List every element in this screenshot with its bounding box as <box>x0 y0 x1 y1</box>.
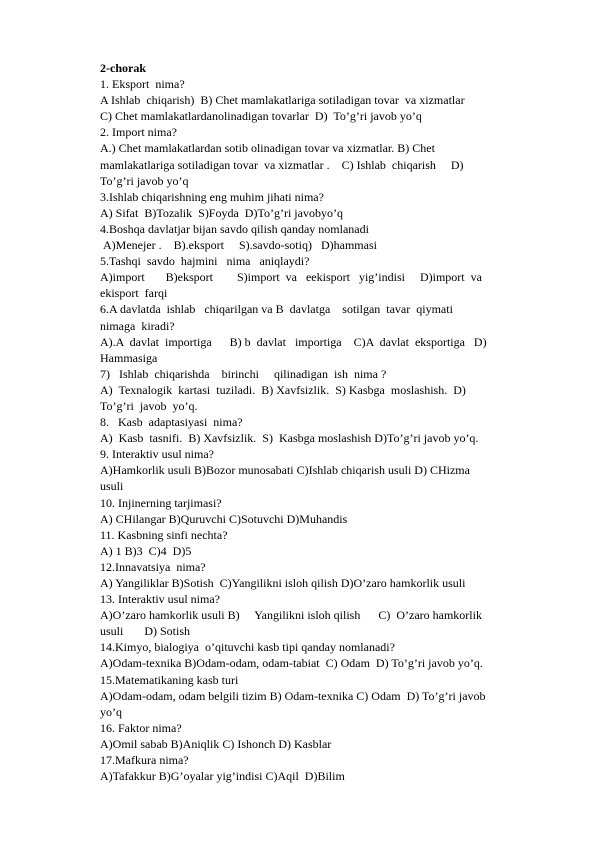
document-page <box>100 60 545 784</box>
text-line: 2. Import nima? <box>100 125 177 140</box>
text-line: 12.Innavatsiya nima? <box>100 559 206 574</box>
text-line: A) Kasb tasnifi. B) Xavfsizlik. S) Kasbga moslashish D)To’g’ri javob yo’q. <box>100 431 479 446</box>
text-line: A)import B)eksport S)import va eekisport yig’indisi D)import va <box>100 270 482 285</box>
text-line: 8. Kasb adaptasiyasi nima? <box>100 415 243 430</box>
text-line: A)O’zaro hamkorlik usuli B) Yangilikni isloh qilish C) O’zaro hamkorlik <box>100 608 482 623</box>
text-line: 10. Injinerning tarjimasi? <box>100 495 222 510</box>
text-line: C) Chet mamlakatlardanolinadigan tovarlar D) To’g’ri javob yo’q <box>100 109 422 124</box>
text-line: A)Omil sabab B)Aniqlik C) Ishonch D) Kasblar <box>100 736 332 751</box>
section-heading: 2-chorak <box>100 61 146 75</box>
text-line: 6.A davlatda ishlab chiqarilgan va B davlatga sotilgan tavar qiymati <box>100 302 453 317</box>
text-line: To’g’ri javob yo’q. <box>100 398 198 413</box>
text-line: A).A davlat importiga B) b davlat importiga C)A davlat eksportiga D) <box>100 334 487 349</box>
text-line: 5.Tashqi savdo hajmini nima aniqlaydi? <box>100 254 310 269</box>
text-line: nimaga kiradi? <box>100 318 175 333</box>
text-line: 17.Mafkura nima? <box>100 753 189 768</box>
text-line: 15.Matematikaning kasb turi <box>100 672 239 687</box>
text-line: 9. Interaktiv usul nima? <box>100 447 214 462</box>
text-line: 3.Ishlab chiqarishning eng muhim jihati nima? <box>100 189 324 204</box>
text-line: A)Hamkorlik usuli B)Bozor munosabati C)Ishlab chiqarish usuli D) CHizma <box>100 463 470 478</box>
text-line: A.) Chet mamlakatlardan sotib olinadigan tovar va xizmatlar. B) Chet <box>100 141 435 156</box>
text-line: A)Odam-odam, odam belgili tizim B) Odam-texnika C) Odam D) To’g’ri javob <box>100 688 486 703</box>
text-line: A)Tafakkur B)G’oyalar yig’indisi C)Aqil D)Bilim <box>100 769 345 784</box>
text-line: A) Yangiliklar B)Sotish C)Yangilikni isloh qilish D)O’zaro hamkorlik usuli <box>100 576 466 590</box>
text-line: yo’q <box>100 704 122 719</box>
text-line: A) Texnalogik kartasi tuziladi. B) Xavfsizlik. S) Kasbga moslashish. D) <box>100 382 466 397</box>
text-line: Hammasiga <box>100 350 158 365</box>
text-line: 4.Boshqa davlatjar bijan savdo qilish qanday nomlanadi <box>100 221 369 236</box>
text-line: 1. Eksport nima? <box>100 77 185 92</box>
text-line: A)Odam-texnika B)Odam-odam, odam-tabiat C) Odam D) To’g’ri javob yo’q. <box>100 656 483 671</box>
text-line: To’g’ri javob yo’q <box>100 173 189 188</box>
text-line: A) 1 B)3 C)4 D)5 <box>100 543 192 558</box>
text-line: ekisport farqi <box>100 286 168 301</box>
text-line: A) Sifat B)Tozalik S)Foyda D)To’g’ri javobyo’q <box>100 205 343 220</box>
text-line: mamlakatlariga sotiladigan tovar va xizmatlar . C) Ishlab chiqarish D) <box>100 157 464 172</box>
text-line: A) CHilangar B)Quruvchi C)Sotuvchi D)Muhandis <box>100 511 348 526</box>
text-line: 7) Ishlab chiqarishda birinchi qilinadigan ish nima ? <box>100 366 387 381</box>
text-line: 11. Kasbning sinfi nechta? <box>100 527 228 542</box>
text-line: A Ishlab chiqarish) B) Chet mamlakatlariga sotiladigan tovar va xizmatlar <box>100 93 465 108</box>
text-line: 13. Interaktiv usul nima? <box>100 592 220 607</box>
question-list <box>100 76 545 784</box>
text-line: usuli D) Sotish <box>100 624 191 639</box>
text-line: 16. Faktor nima? <box>100 720 182 735</box>
text-line: usuli <box>100 479 124 494</box>
text-line: A)Menejer . B).eksport S).savdo-sotiq) D)hammasi <box>100 238 377 253</box>
text-line: 14.Kimyo, bialogiya o’qituvchi kasb tipi qanday nomlanadi? <box>100 640 395 655</box>
